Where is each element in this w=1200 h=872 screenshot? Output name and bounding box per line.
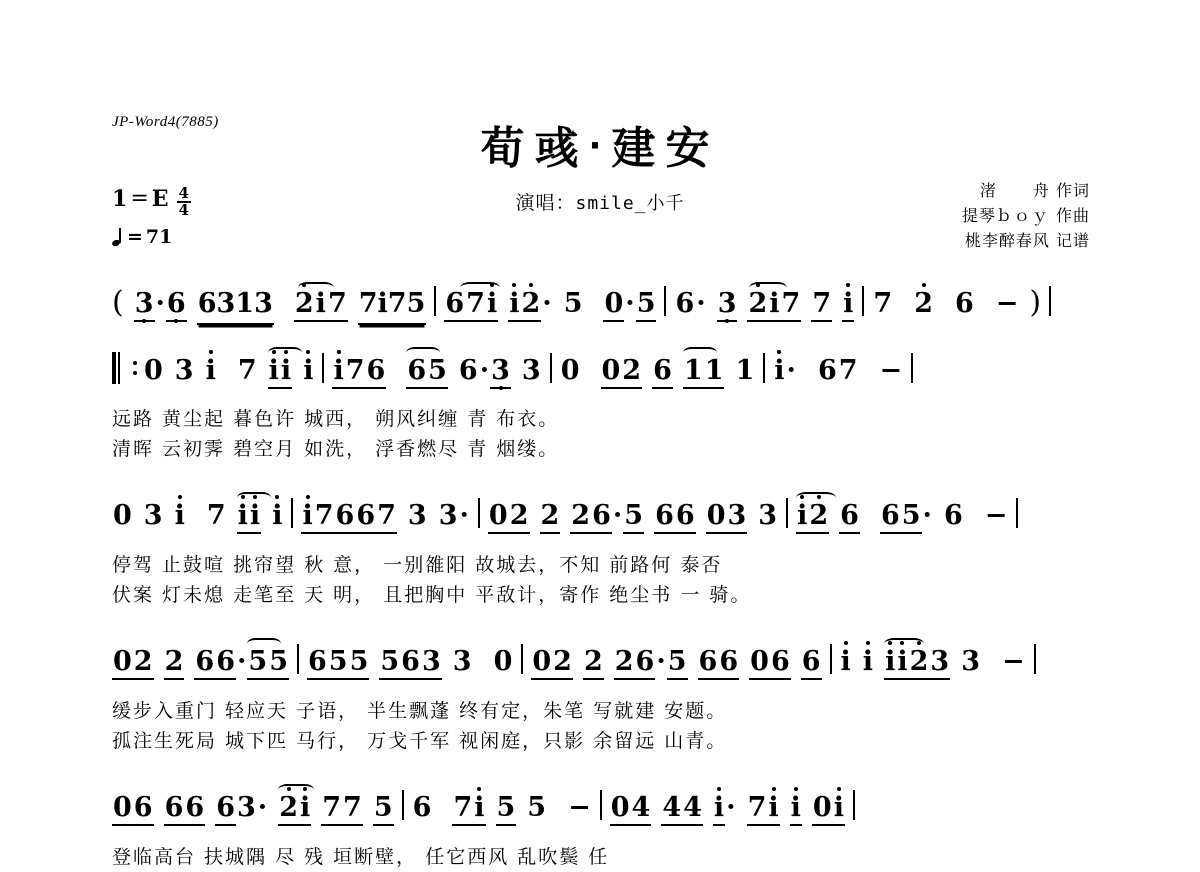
note: 7 xyxy=(465,288,486,322)
key-signature xyxy=(112,186,191,218)
credit-transcriber-name: 桃李醉春风 xyxy=(964,231,1050,250)
lyric-line: 孤注生死局 城下匹 马行， 万戈千军 视闲庭，只影 余留远 山青。 xyxy=(112,730,728,752)
notation-line xyxy=(0,644,1200,696)
note: 3 xyxy=(758,500,778,531)
note-group xyxy=(406,355,448,389)
note: 3 xyxy=(717,288,738,322)
barline xyxy=(322,353,324,383)
note: 0 xyxy=(112,646,133,680)
note: 6 xyxy=(412,792,432,823)
note: 3 xyxy=(174,355,194,386)
document-code: JP-Word4(7885) xyxy=(112,114,219,130)
note: 6 xyxy=(307,646,328,680)
note: 7 xyxy=(342,792,363,826)
note: i xyxy=(299,792,311,826)
note: 6 xyxy=(194,646,215,680)
note: 5 xyxy=(527,792,547,823)
score-row-verse-2 xyxy=(0,498,1200,610)
note: i xyxy=(862,646,874,677)
note-group xyxy=(444,288,498,322)
note: 7 xyxy=(781,288,802,322)
barline xyxy=(402,790,404,820)
notation-line xyxy=(0,285,1200,337)
score-row-intro xyxy=(0,285,1200,337)
barline xyxy=(911,353,913,383)
note: 4 xyxy=(682,792,703,826)
note: 1 xyxy=(683,355,704,389)
key-label: 1 xyxy=(112,186,128,212)
barline xyxy=(853,790,855,820)
note: 0 xyxy=(749,646,770,680)
note: i xyxy=(237,500,249,534)
note: 2 xyxy=(540,500,561,534)
note: 2 xyxy=(909,646,930,680)
note: 6 xyxy=(770,646,791,680)
note: 6 xyxy=(184,792,205,826)
note: 2 xyxy=(520,288,541,322)
note: 5 xyxy=(427,355,448,389)
note: i xyxy=(332,355,344,389)
note: 6 xyxy=(801,646,822,680)
note: i xyxy=(840,646,851,677)
note: 7 xyxy=(314,500,335,534)
note: 7 xyxy=(321,792,342,826)
credit-composer-name: 提琴 xyxy=(961,206,996,225)
note-group xyxy=(237,500,262,534)
note: 6 xyxy=(406,355,427,389)
note: 3 xyxy=(961,646,980,677)
credit-lyricist-role: 作词 xyxy=(1055,181,1090,200)
note: i xyxy=(790,792,802,826)
note: · xyxy=(459,500,469,531)
note: 6 xyxy=(817,355,837,386)
note: i xyxy=(774,355,785,386)
note: 0 xyxy=(112,792,133,826)
note: 3 xyxy=(521,355,541,386)
note: · xyxy=(786,355,796,386)
note: 5 xyxy=(379,646,400,680)
note: 0 xyxy=(812,792,833,826)
note: i xyxy=(796,500,808,534)
note: i xyxy=(174,500,185,531)
note: · xyxy=(542,288,552,319)
note: 7 xyxy=(811,288,832,322)
note: 0 xyxy=(706,500,727,534)
note: 5 xyxy=(268,646,289,680)
note: 3 xyxy=(438,500,458,531)
note: 6 xyxy=(635,646,656,680)
lyric-line: 缓步入重门 轻应天 子语， 半生飘蓬 终有定，朱笔 写就建 安题。 xyxy=(112,700,728,722)
note: i xyxy=(301,500,313,534)
note: 7 xyxy=(237,355,257,386)
barline xyxy=(763,353,765,383)
note: 5 xyxy=(373,792,394,826)
note: · xyxy=(155,288,165,319)
open-paren: ( xyxy=(112,285,124,320)
note: 7 xyxy=(873,288,893,319)
time-signature xyxy=(177,186,191,218)
note: 4 xyxy=(631,792,652,826)
note: 6 xyxy=(215,792,236,826)
notation-line xyxy=(0,498,1200,550)
note: 0 xyxy=(603,288,624,322)
note: · xyxy=(479,355,490,386)
page-title xyxy=(0,112,1200,176)
note-group xyxy=(683,355,725,389)
note: 2 xyxy=(133,646,154,680)
barline xyxy=(478,498,480,528)
barline xyxy=(1016,498,1018,528)
note: 6 xyxy=(718,646,739,680)
note: 2 xyxy=(570,500,591,534)
note: i xyxy=(303,355,314,386)
note: 7 xyxy=(838,355,858,386)
tempo-value: 71 xyxy=(145,226,173,248)
notation-line xyxy=(0,352,1200,404)
key-value: E xyxy=(151,186,169,212)
note: 3 xyxy=(236,792,256,823)
note: 0 xyxy=(531,646,552,680)
note: 7 xyxy=(452,792,473,826)
note: 2 xyxy=(509,500,530,534)
lyric-line: 远路 黄尘起 暮色许 城西， 朔风纠缠 青 布衣。 xyxy=(112,408,560,430)
note: 6 xyxy=(955,288,974,319)
note: 0 xyxy=(601,355,622,389)
note: 5 xyxy=(496,792,517,826)
credit-composer xyxy=(962,203,1090,228)
barline xyxy=(550,353,552,383)
note: i xyxy=(842,288,854,322)
note-group xyxy=(884,646,909,680)
title-separator-dot: · xyxy=(588,126,612,166)
note: 7i75 xyxy=(358,288,427,325)
barline xyxy=(297,644,299,674)
note: 5 xyxy=(667,646,688,680)
barline xyxy=(434,286,436,316)
credit-lyricist-name: 渚 xyxy=(979,181,997,200)
singer-name: smile_小千 xyxy=(575,193,685,214)
barline xyxy=(1034,644,1036,674)
tempo-marking xyxy=(112,226,191,248)
tempo-equals: = xyxy=(127,226,143,248)
credit-lyricist xyxy=(962,178,1090,203)
note: 1 xyxy=(704,355,725,389)
note: i xyxy=(833,792,845,826)
note: · xyxy=(236,646,247,677)
barline xyxy=(664,286,666,316)
note: 6313 xyxy=(197,288,274,325)
note: · xyxy=(612,500,623,531)
note: 0 xyxy=(493,646,513,677)
credit-transcriber-role: 记谱 xyxy=(1055,231,1090,250)
note: 6 xyxy=(355,500,376,534)
note: − xyxy=(995,288,1019,319)
note: 3 xyxy=(143,500,163,531)
note: 0 xyxy=(113,500,132,531)
barline xyxy=(291,498,293,528)
note: 7 xyxy=(345,355,366,389)
note: i xyxy=(486,288,498,322)
repeat-dots xyxy=(132,352,139,384)
score-row-verse-4 xyxy=(0,790,1200,872)
key-equals: = xyxy=(130,186,149,211)
close-paren: ) xyxy=(1029,285,1042,320)
note: 6 xyxy=(166,288,187,322)
note: 6 xyxy=(839,500,860,534)
note: − xyxy=(879,355,903,386)
note: 3 xyxy=(929,646,950,680)
lyric-line: 伏案 灯未熄 走笔至 天 明， 且把胸中 平敌计，寄作 绝尘书 一 骑。 xyxy=(112,584,752,606)
note: 6 xyxy=(444,288,465,322)
repeat-start-barline xyxy=(112,352,126,384)
note-group xyxy=(747,288,801,322)
credit-composer-role: 作曲 xyxy=(1055,206,1090,225)
note: 6 xyxy=(164,792,185,826)
note: 2 xyxy=(614,646,635,680)
barline xyxy=(786,498,788,528)
note: 5 xyxy=(623,500,644,534)
note-group xyxy=(247,646,289,680)
note: i xyxy=(767,792,779,826)
note: · xyxy=(257,792,268,823)
note: i xyxy=(249,500,261,534)
note: i xyxy=(315,288,327,322)
note: 0 xyxy=(560,355,580,386)
singer-label: 演唱： xyxy=(515,192,576,214)
note: · xyxy=(656,646,666,677)
note: 2 xyxy=(808,500,829,534)
credit-transcriber xyxy=(962,228,1090,253)
note: 0 xyxy=(144,355,163,386)
note: 7 xyxy=(327,288,348,322)
note: 6 xyxy=(591,500,612,534)
note: − xyxy=(568,792,591,823)
note: − xyxy=(1001,646,1025,677)
note: 6 xyxy=(943,500,963,531)
note: 5 xyxy=(349,646,370,680)
note: 1 xyxy=(735,355,755,386)
note: i xyxy=(272,500,283,531)
time-signature-denominator: 4 xyxy=(178,201,189,219)
note: · xyxy=(696,288,706,319)
note: 4 xyxy=(661,792,682,826)
note: 7 xyxy=(206,500,226,531)
note: 6 xyxy=(215,646,236,680)
note: 3 xyxy=(134,288,155,322)
note: 6 xyxy=(675,288,695,319)
note: i xyxy=(508,288,520,322)
credits-block xyxy=(962,178,1090,253)
score-row-verse-1 xyxy=(0,352,1200,464)
note: 3 xyxy=(452,646,472,677)
notation-line xyxy=(0,790,1200,842)
time-signature-numerator: 4 xyxy=(178,184,189,202)
note: 2 xyxy=(747,288,768,322)
credit-lyricist-name2: 舟 xyxy=(1032,181,1050,200)
note: 3 xyxy=(726,500,747,534)
note: 2 xyxy=(278,792,299,826)
note-group xyxy=(294,288,348,322)
note: 7 xyxy=(376,500,397,534)
note: 6 xyxy=(654,500,675,534)
note: · xyxy=(922,500,932,531)
barline xyxy=(600,790,602,820)
note: 0 xyxy=(610,792,631,826)
note-group xyxy=(268,355,293,389)
note: i xyxy=(884,646,896,680)
score-row-verse-3 xyxy=(0,644,1200,756)
note: i xyxy=(268,355,280,389)
note: i xyxy=(713,792,725,826)
note: 6 xyxy=(335,500,356,534)
note: 2 xyxy=(914,288,933,319)
note: i xyxy=(473,792,485,826)
note: 5 xyxy=(636,288,657,322)
note: 5 xyxy=(901,500,922,534)
note: − xyxy=(984,500,1008,531)
note-group xyxy=(278,792,311,826)
quarter-note-icon xyxy=(112,228,124,246)
note: 0 xyxy=(488,500,509,534)
note: · xyxy=(726,792,736,823)
note: 2 xyxy=(583,646,604,680)
barline xyxy=(862,286,864,316)
lyric-line: 停驾 止鼓喧 挑帘望 秋 意， 一别雒阳 故城去，不知 前路何 泰否 xyxy=(112,554,723,576)
note: 5 xyxy=(563,288,583,319)
note: i xyxy=(280,355,292,389)
note: 6 xyxy=(675,500,696,534)
note: 3 xyxy=(421,646,442,680)
barline xyxy=(830,644,832,674)
title-sub: 建安 xyxy=(611,123,720,174)
note: 3 xyxy=(407,500,427,531)
lyric-line: 清晖 云初霁 碧空月 如洗， 浮香燃尽 青 烟缕。 xyxy=(112,438,560,460)
note: 6 xyxy=(133,792,154,826)
credit-composer-name2: ｂｏｙ xyxy=(995,206,1050,225)
note: 7 xyxy=(747,792,768,826)
note: 6 xyxy=(458,355,478,386)
lyric-line: 登临高台 扶城隅 尽 残 垣断壁， 任它西风 乱吹鬓 任 xyxy=(112,846,610,868)
note: 2 xyxy=(294,288,315,322)
note: 5 xyxy=(328,646,349,680)
note-group xyxy=(796,500,829,534)
note: · xyxy=(625,288,635,319)
note: 6 xyxy=(366,355,387,389)
note: 2 xyxy=(164,646,185,680)
note: 3 xyxy=(490,355,511,389)
key-tempo-block xyxy=(112,186,191,248)
note: 6 xyxy=(698,646,719,680)
note: 2 xyxy=(621,355,642,389)
note: i xyxy=(896,646,908,680)
note: 5 xyxy=(247,646,268,680)
note: 2 xyxy=(552,646,573,680)
title-main: 荀彧 xyxy=(480,123,589,174)
note: 6 xyxy=(880,500,901,534)
note: i xyxy=(205,355,216,386)
barline xyxy=(521,644,523,674)
note: 6 xyxy=(400,646,421,680)
barline xyxy=(1049,286,1051,316)
note: 6 xyxy=(652,355,673,389)
note: i xyxy=(768,288,780,322)
